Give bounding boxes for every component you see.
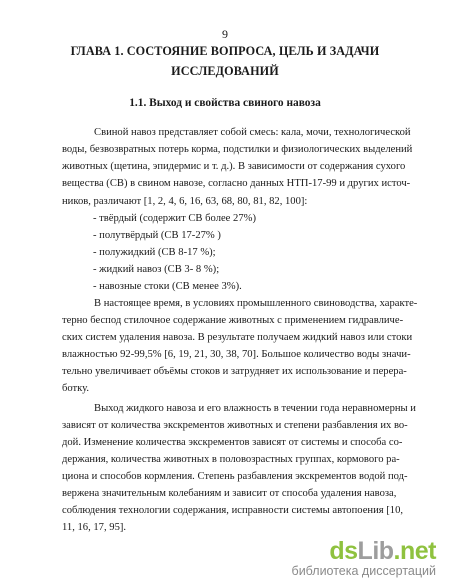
list-item: - полутвёрдый (СВ 17-27% ) xyxy=(93,230,221,241)
list-item: - жидкий навоз (СВ 3- 8 %); xyxy=(93,264,220,275)
list-item: - навозные стоки (СВ менее 3%). xyxy=(93,281,242,292)
body-line: воды, безвозвратных потерь корма, подстилки и физиологических выделений xyxy=(62,144,413,155)
body-line: ских систем удаления навоза. В результате получаем жидкий навоз или стоки xyxy=(62,332,413,343)
body-line: терно беспод стилочное содержание животных с применением гидравличе- xyxy=(62,315,404,326)
list-item: - полужидкий (СВ 8-17 %); xyxy=(93,247,216,258)
body-line: 11, 16, 17, 95]. xyxy=(62,522,127,533)
body-line: В настоящее время, в условиях промышленного свиноводства, характе- xyxy=(94,298,418,309)
logo-part-lib: Lib xyxy=(357,537,394,565)
body-line: вержена значительным колебаниям и зависит от способа удаления навоза, xyxy=(62,488,397,499)
body-line: циона и способов кормления. Степень разбавления экскрементов водой под- xyxy=(62,471,408,482)
list-item: - твёрдый (содержит СВ более 27%) xyxy=(93,213,256,224)
body-line: соблюдения технологии содержания, исправности системы автопоения [10, xyxy=(62,505,404,516)
dslib-logo xyxy=(292,538,436,564)
dslib-watermark xyxy=(292,538,436,578)
page-number: 9 xyxy=(222,27,228,41)
body-line: держания, количества животных в половозрастных группах, кормового ра- xyxy=(62,454,400,465)
watermark-subtitle: библиотека диссертаций xyxy=(291,564,436,578)
body-line: вещества (СВ) в свином навозе, согласно данных НТП-17-99 и других источ- xyxy=(62,178,411,189)
body-line: ботку. xyxy=(62,383,90,394)
body-line: зависят от количества экскрементов животных и степени разбавления их во- xyxy=(62,420,408,431)
logo-part-net: .net xyxy=(393,537,436,565)
body-line: влажностью 92-99,5% [6, 19, 21, 30, 38, 70]. Большое количество воды значи- xyxy=(62,349,411,360)
body-line: ников, различают [1, 2, 4, 6, 16, 63, 68, 80, 81, 82, 100]: xyxy=(62,196,308,207)
section-title: 1.1. Выход и свойства свиного навоза xyxy=(129,97,321,109)
body-line: дой. Изменение количества экскрементов зависят от системы и способа со- xyxy=(62,437,403,448)
body-line: животных (щетина, эпидермис и т. д.). В зависимости от содержания сухого xyxy=(62,161,406,172)
body-line: тельно увеличивает объёмы стоков и затрудняет их использование и перера- xyxy=(62,366,407,377)
chapter-title-line-1: ГЛАВА 1. СОСТОЯНИЕ ВОПРОСА, ЦЕЛЬ И ЗАДАЧИ xyxy=(70,44,380,58)
chapter-title-line-2: ИССЛЕДОВАНИЙ xyxy=(171,64,279,78)
body-line: Свиной навоз представляет собой смесь: кала, мочи, технологической xyxy=(94,127,411,138)
body-line: Выход жидкого навоза и его влажность в течении года неравномерны и xyxy=(94,403,416,414)
logo-part-ds: ds xyxy=(329,537,358,565)
